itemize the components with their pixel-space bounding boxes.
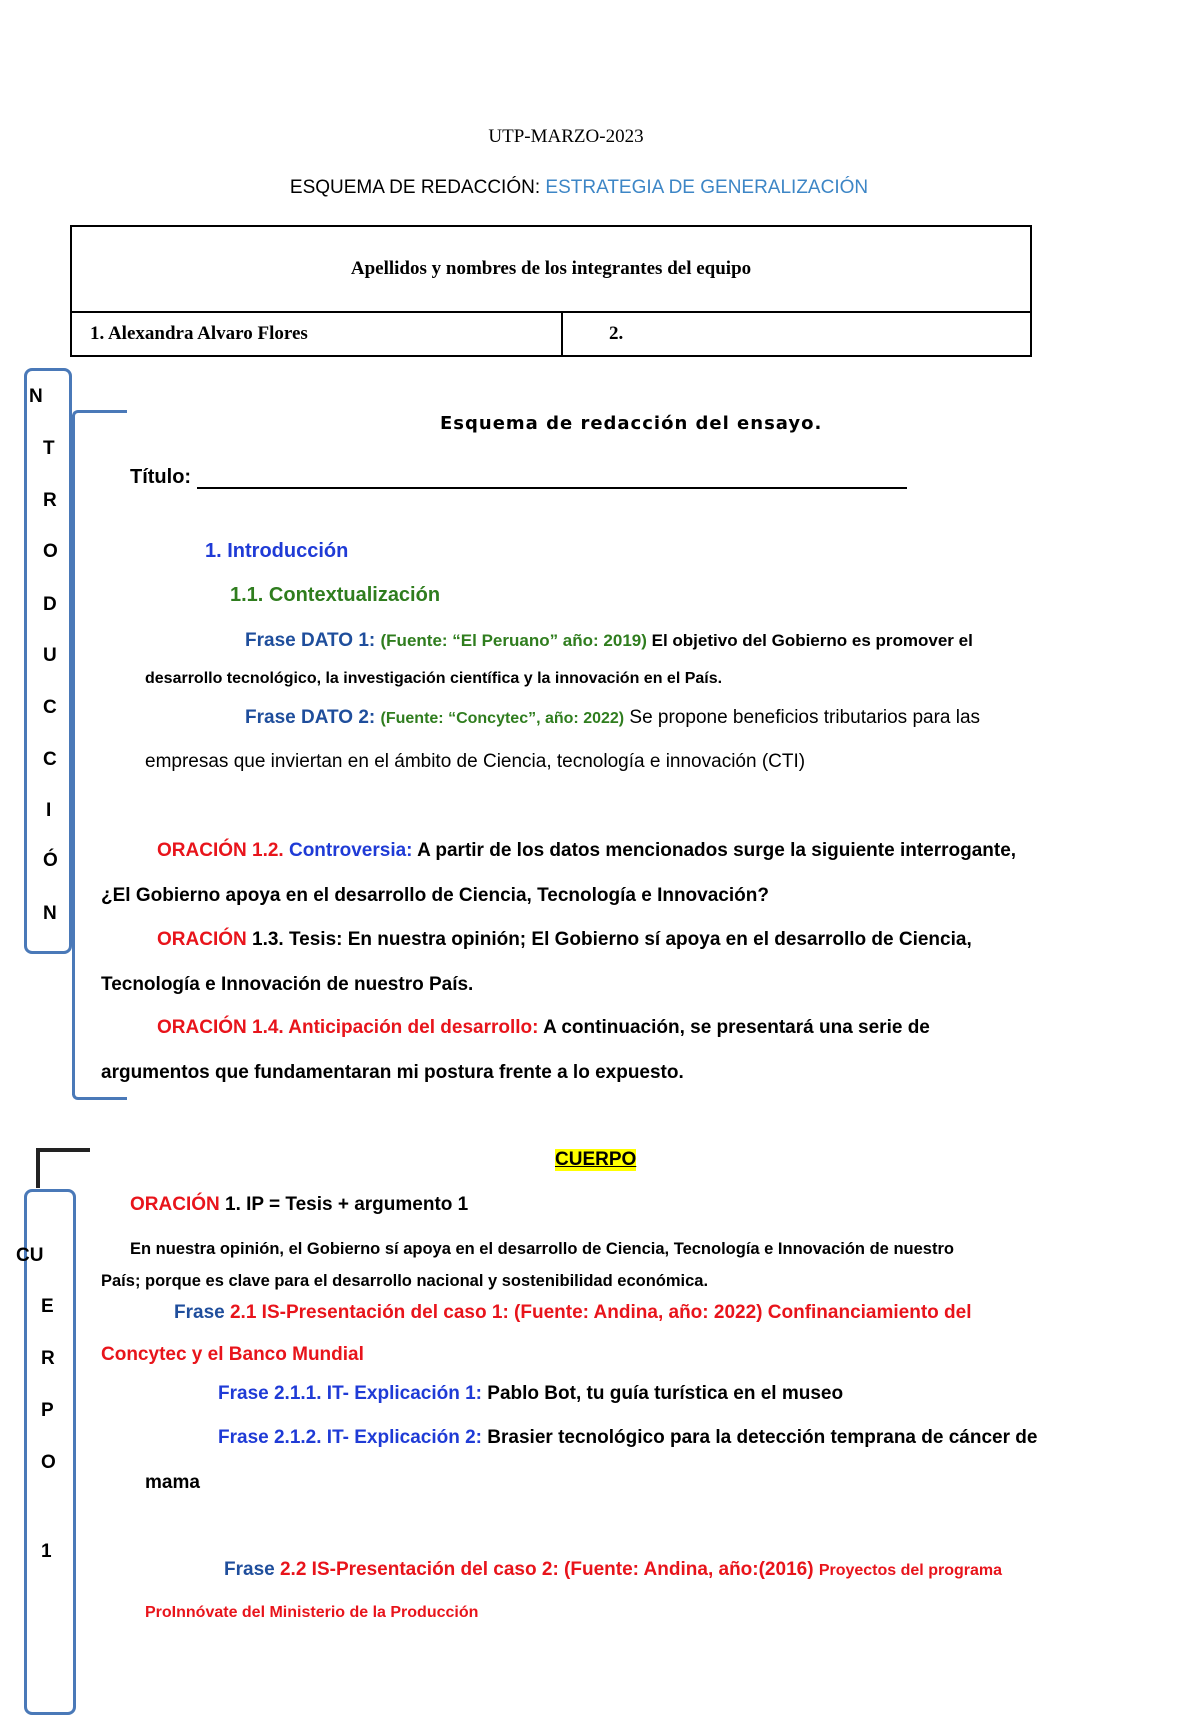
dato1-text: El objetivo del Gobierno es promover el [646,631,973,650]
case-2-text: 2.2 IS-Presentación del caso 2: (Fuente: Andina, año:(2016) [279,1559,819,1580]
essay-title-row [130,466,907,489]
section-contextualization: 1.1. Contextualización [230,584,441,606]
body-top-bracket [36,1148,90,1188]
body-sentence-1-label: ORACIÓN [130,1194,225,1215]
team-table [70,225,1032,357]
team-table-header: Apellidos y nombres de los integrantes del equipo [71,226,1031,312]
body-letter-p: P [41,1400,54,1421]
body-heading: CUERPO [555,1149,637,1170]
explanation-2-label: Frase 2.1.2. IT- Explicación 2: [218,1427,488,1448]
intro-letter-d: D [43,594,57,615]
thesis-line-1: En nuestra opinión, el Gobierno sí apoya en el desarrollo de Ciencia, Tecnología e Innovación de nuestro [130,1240,954,1258]
explanation-1 [218,1383,843,1405]
body-letter-r: R [41,1348,55,1369]
sentence-1-4-cont: argumentos que fundamentaran mi postura frente a lo expuesto. [101,1062,684,1083]
case-1-label: Frase [174,1302,230,1323]
case-2-label: Frase [224,1559,280,1580]
sentence-1-3 [157,929,972,951]
body-sentence-1-text: 1. IP = Tesis + argumento 1 [225,1194,469,1215]
case-1-text: 2.1 IS-Presentación del caso 1: (Fuente: Andina, año: 2022) Confinanciamiento del [229,1302,972,1323]
sentence-1-4 [157,1017,930,1039]
dato1-text-cont: desarrollo tecnológico, la investigación científica y la innovación en el País. [145,670,723,687]
scheme-title: ESTRATEGIA DE GENERALIZACIÓN [545,177,869,198]
intro-letter-n1: N [29,386,43,407]
dato2-text-cont: empresas que inviertan en el ámbito de Ciencia, tecnología e innovación (CTI) [145,751,806,772]
scheme-title-line [0,177,1158,199]
body-letter-o: O [41,1452,56,1473]
body-letters-cu: CU [16,1245,44,1266]
explanation-2-text: Brasier tecnológico para la detección temprana de cáncer de [487,1427,1038,1448]
section-introduction: 1. Introducción [205,540,349,562]
intro-brace-line [72,415,75,1095]
intro-brace-bottom [72,1091,127,1100]
document-code: UTP-MARZO-2023 [488,126,644,147]
sentence-1-4-text: A continuación, se presentará una serie de [543,1017,930,1038]
dato2-line [245,707,980,729]
intro-letter-c1: C [43,697,57,718]
sentence-1-2 [157,840,1016,862]
sentence-1-2-text: A partir de los datos mencionados surge la siguiente interrogante, [417,840,1017,861]
sentence-1-2-cont: ¿El Gobierno apoya en el desarrollo de Ciencia, Tecnología e Innovación? [101,885,769,906]
body-letter-e: E [41,1296,54,1317]
sentence-1-3-text: 1.3. Tesis: En nuestra opinión; El Gobierno sí apoya en el desarrollo de Ciencia, [252,929,972,950]
intro-brace-top [72,410,127,419]
dato2-label: Frase DATO 2: [245,707,381,728]
intro-letter-r: R [43,490,57,511]
essay-title-label: Título: [130,466,197,488]
intro-heading: Esquema de redacción del ensayo. [440,413,823,434]
intro-letter-u: U [43,645,57,666]
dato1-source: (Fuente: “El Peruano” año: 2019) [380,631,647,650]
intro-letter-o: O [43,541,58,562]
sentence-1-4-label: ORACIÓN 1.4. Anticipación del desarrollo: [157,1017,544,1038]
sentence-1-2-label: ORACIÓN 1.2. [157,840,289,861]
sentence-1-3-cont: Tecnología e Innovación de nuestro País. [101,974,474,995]
dato1-label: Frase DATO 1: [245,630,381,651]
body-number-1: 1 [41,1541,52,1562]
dato2-source: (Fuente: “Concytec”, año: 2022) [380,710,625,727]
case-2-text-small: Proyectos del programa [818,1562,1002,1579]
explanation-1-text: Pablo Bot, tu guía turística en el museo [487,1383,844,1404]
intro-letter-i: I [46,800,52,821]
team-member-2: 2. [562,312,1031,356]
intro-letter-o-accent: Ó [43,850,58,871]
case-2-line [224,1559,1002,1581]
team-member-1: 1. Alexandra Alvaro Flores [71,312,562,356]
thesis-line-2: País; porque es clave para el desarrollo nacional y sostenibilidad económica. [101,1272,709,1290]
explanation-1-label: Frase 2.1.1. IT- Explicación 1: [218,1383,488,1404]
case-1-line [174,1302,972,1324]
body-sentence-1 [130,1194,468,1216]
dato2-text: Se propone beneficios tributarios para las [624,707,981,728]
intro-letter-t: T [43,438,55,459]
case-1-text-cont: Concytec y el Banco Mundial [101,1344,364,1365]
intro-letter-c2: C [43,749,57,770]
sentence-1-2-name: Controversia: [288,840,418,861]
explanation-2-cont: mama [145,1472,200,1493]
intro-letter-n2: N [43,903,57,924]
case-2-text-cont: ProInnóvate del Ministerio de la Producción [145,1604,479,1621]
dato1-line [245,630,973,652]
essay-title-blank[interactable] [197,467,907,489]
sentence-1-3-label: ORACIÓN [157,929,252,950]
explanation-2 [218,1427,1037,1449]
scheme-label: ESQUEMA DE REDACCIÓN: [289,177,546,198]
